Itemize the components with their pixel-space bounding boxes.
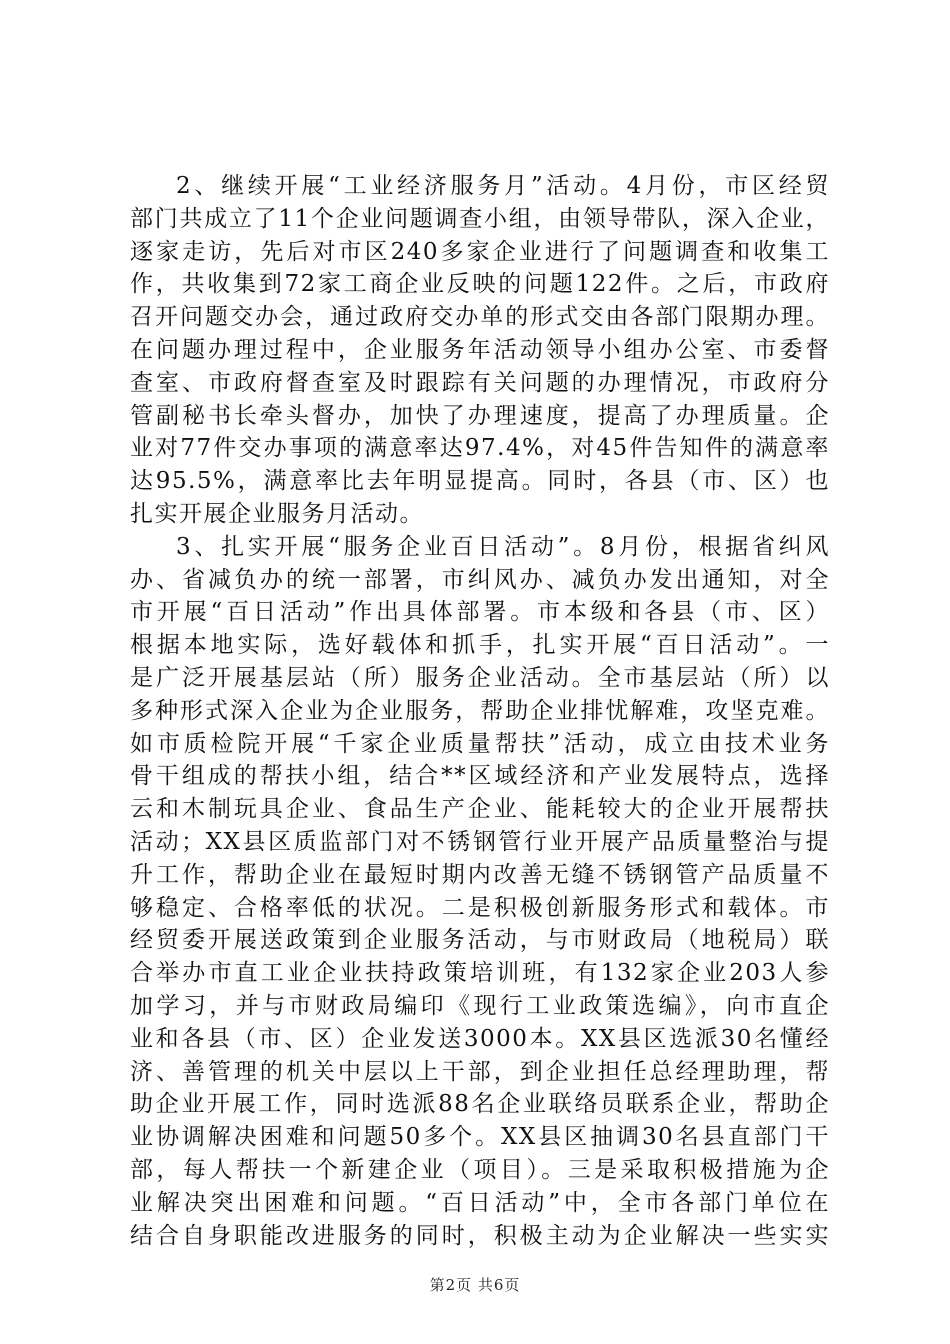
text-line: 部，每人帮扶一个新建企业（项目）。三是采取积极措施为企 — [130, 1156, 830, 1183]
text-line: 查室、市政府督查室及时跟踪有关问题的办理情况，市政府分 — [130, 369, 830, 396]
text-line: 骨干组成的帮扶小组，结合**区域经济和产业发展特点，选择 — [130, 763, 830, 790]
text-line: 在问题办理过程中，企业服务年活动领导小组办公室、市委督 — [130, 336, 830, 363]
text-line: 作，共收集到72家工商企业反映的问题122件。之后，市政府 — [130, 271, 830, 298]
text-line: 加学习，并与市财政局编印《现行工业政策选编》，向市直企 — [130, 992, 830, 1019]
text-line: 云和木制玩具企业、食品生产企业、能耗较大的企业开展帮扶 — [130, 796, 830, 823]
text-line: 达95.5%，满意率比去年明显提高。同时，各县（市、区）也 — [130, 468, 830, 495]
text-line: 经贸委开展送政策到企业服务活动，与市财政局（地税局）联 — [130, 927, 830, 954]
text-line: 业对77件交办事项的满意率达97.4%，对45件告知件的满意率 — [130, 435, 830, 462]
document-body — [130, 170, 830, 1252]
text-line: 济、善管理的机关中层以上干部，到企业担任总经理助理，帮 — [130, 1058, 830, 1085]
text-line: 业协调解决困难和问题50多个。XX县区抽调30名县直部门干 — [130, 1124, 830, 1151]
text-line: 业解决突出困难和问题。“百日活动”中，全市各部门单位在 — [130, 1189, 830, 1216]
text-line: 根据本地实际，选好载体和抓手，扎实开展“百日活动”。一 — [130, 632, 830, 659]
text-line: 扎实开展企业服务月活动。 — [130, 500, 424, 527]
text-line: 助企业开展工作，同时选派88名企业联络员联系企业，帮助企 — [130, 1091, 830, 1118]
text-line: 升工作，帮助企业在最短时期内改善无缝不锈钢管产品质量不 — [130, 861, 830, 888]
text-line: 合举办市直工业企业扶持政策培训班，有132家企业203人参 — [130, 960, 830, 987]
text-line: 如市质检院开展“千家企业质量帮扶”活动，成立由技术业务 — [130, 730, 830, 757]
text-line: 管副秘书长牵头督办，加快了办理速度，提高了办理质量。企 — [130, 402, 830, 429]
text-line: 活动；XX县区质监部门对不锈钢管行业开展产品质量整治与提 — [130, 828, 830, 855]
text-line: 市开展“百日活动”作出具体部署。市本级和各县（市、区） — [130, 599, 830, 626]
text-line: 召开问题交办会，通过政府交办单的形式交由各部门限期办理。 — [130, 304, 830, 331]
page-number-footer: 第2页 共6页 — [429, 1276, 521, 1294]
text-line: 多种形式深入企业为企业服务，帮助企业排忧解难，攻坚克难。 — [130, 697, 830, 724]
text-line: 办、省减负办的统一部署，市纠风办、减负办发出通知，对全 — [130, 566, 830, 593]
text-line: 3、扎实开展“服务企业百日活动”。8月份，根据省纠风 — [176, 533, 830, 560]
text-line: 逐家走访，先后对市区240多家企业进行了问题调查和收集工 — [130, 238, 830, 265]
text-line: 是广泛开展基层站（所）服务企业活动。全市基层站（所）以 — [130, 664, 830, 691]
text-line: 部门共成立了11个企业问题调查小组，由领导带队，深入企业， — [130, 205, 830, 232]
text-line: 结合自身职能改进服务的同时，积极主动为企业解决一些实实 — [130, 1222, 830, 1249]
text-line: 够稳定、合格率低的状况。二是积极创新服务形式和载体。市 — [130, 894, 830, 921]
text-line: 2、继续开展“工业经济服务月”活动。4月份，市区经贸 — [176, 173, 830, 199]
text-line: 业和各县（市、区）企业发送3000本。XX县区选派30名懂经 — [130, 1025, 830, 1052]
